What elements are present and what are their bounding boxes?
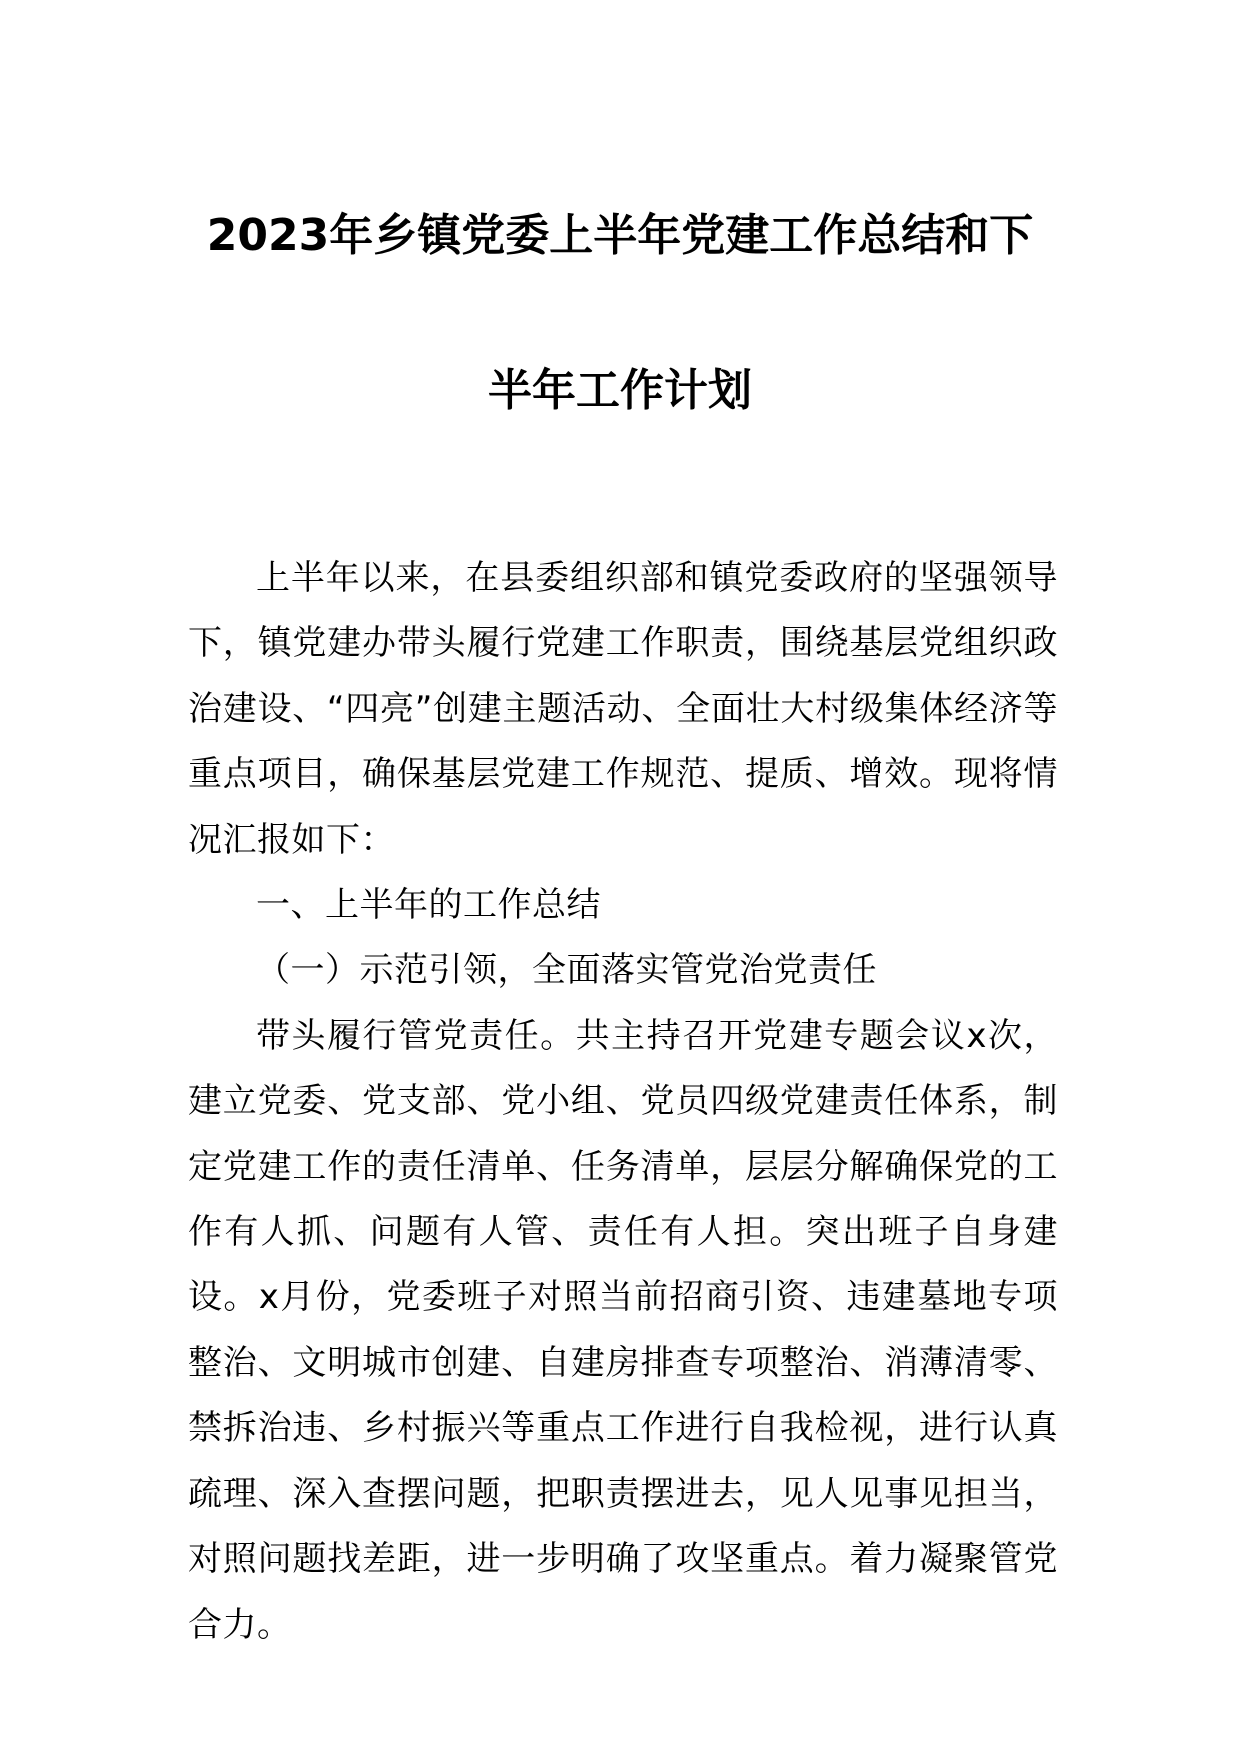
document-body bbox=[188, 546, 1058, 1658]
document-title-line-1: 2023年乡镇党委上半年党建工作总结和下 bbox=[206, 210, 1034, 261]
document-title-line-2: 半年工作计划 bbox=[488, 365, 752, 416]
body-paragraph: 带头履行管党责任。共主持召开党建专题会议x次，建立党委、党支部、党小组、党员四级党建责任体系，制定党建工作的责任清单、任务清单，层层分解确保党的工作有人抓、问题有人管、责任有人担。突出班子自身建设。x月份，党委班子对照当前招商引资、违建墓地专项整治、文明城市创建、自建房排查专项整治、消薄清零、禁拆治违、乡村振兴等重点工作进行自我检视，进行认真疏理、深入查摆问题，把职责摆进去，见人见事见担当，对照问题找差距，进一步明确了攻坚重点。着力凝聚管党合力。 bbox=[188, 1015, 1058, 1645]
intro-paragraph: 上半年以来，在县委组织部和镇党委政府的坚强领导下，镇党建办带头履行党建工作职责，围绕基层党组织政治建设、“四亮”创建主题活动、全面壮大村级集体经济等重点项目，确保基层党建工作规范、提质、增效。现将情况汇报如下： bbox=[188, 558, 1058, 860]
subsection-heading: （一）示范引领，全面落实管党治党责任 bbox=[256, 950, 877, 991]
section-heading: 一、上半年的工作总结 bbox=[256, 885, 601, 926]
